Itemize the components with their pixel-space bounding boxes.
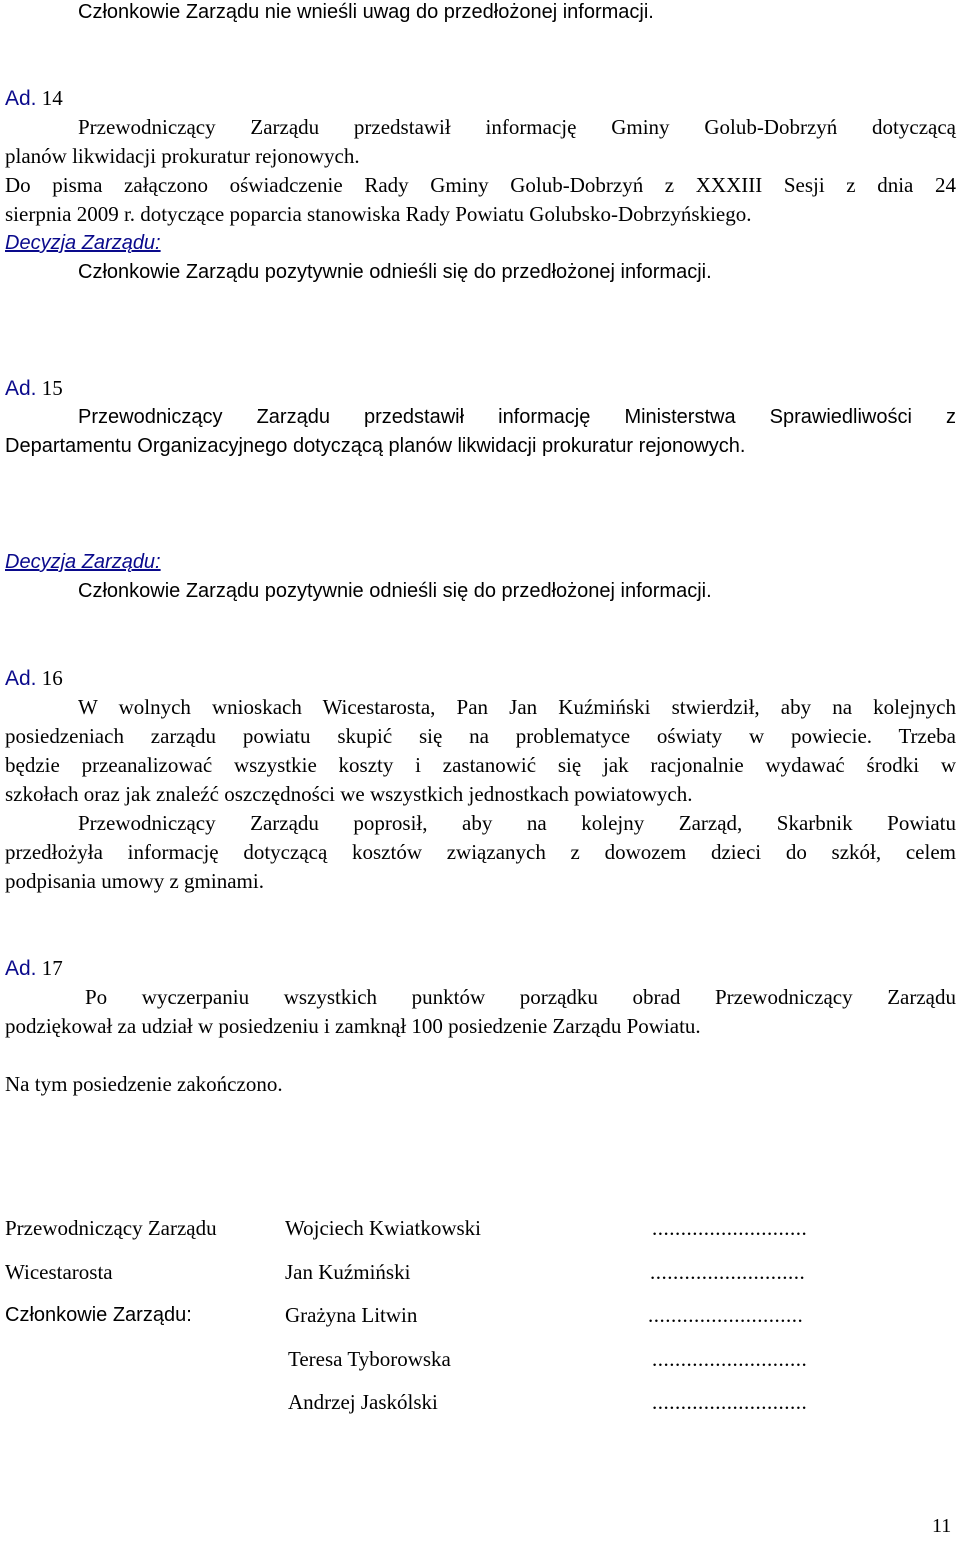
ad15-line-1: Przewodniczący Zarządu przedstawił informację Ministerstwa Sprawiedliwości z	[78, 406, 956, 428]
signature-line-5: ...........................	[652, 1390, 808, 1414]
signature-line-4: ...........................	[652, 1347, 808, 1371]
signature-name-3: Grażyna Litwin	[285, 1303, 418, 1327]
ad14-line-4: sierpnia 2009 r. dotyczące poparcia stanowiska Rady Powiatu Golubsko-Dobrzyńskiego.	[5, 202, 752, 226]
ad17-number: 17	[41, 956, 63, 980]
ad14-line-3: Do pisma załączono oświadczenie Rady Gminy Golub-Dobrzyń z XXXIII Sesji z dnia 24	[5, 173, 956, 197]
closing-statement: Na tym posiedzenie zakończono.	[5, 1072, 283, 1096]
ad14-ad-word: Ad.	[5, 87, 37, 110]
top-note: Członkowie Zarządu nie wnieśli uwag do przedłożonej informacji.	[78, 1, 654, 23]
ad16-line-5: Przewodniczący Zarządu poprosił, aby na kolejny Zarząd, Skarbnik Powiatu	[78, 811, 956, 835]
ad15-line-2: Departamentu Organizacyjnego dotyczącą planów likwidacji prokuratur rejonowych.	[5, 435, 746, 457]
page-number: 11	[932, 1515, 952, 1537]
signature-line-1: ...........................	[652, 1216, 808, 1240]
ad16-line-3: będzie przeanalizować wszystkie koszty i zastanowić się jak racjonalnie wydawać środki w	[5, 753, 956, 777]
ad16-ad-word: Ad.	[5, 667, 37, 690]
ad17-ad-word: Ad.	[5, 957, 37, 980]
ad15-decision-text: Członkowie Zarządu pozytywnie odnieśli się do przedłożonej informacji.	[78, 580, 712, 602]
signature-name-5: Andrzej Jaskólski	[288, 1390, 438, 1414]
signature-role-2: Wicestarosta	[5, 1260, 113, 1284]
ad15-ad-word: Ad.	[5, 377, 37, 400]
ad16-line-4: szkołach oraz jak znaleźć oszczędności we wszystkich jednostkach powiatowych.	[5, 782, 693, 806]
signature-name-1: Wojciech Kwiatkowski	[285, 1216, 482, 1240]
ad16-line-1: W wolnych wnioskach Wicestarosta, Pan Jan Kuźmiński stwierdził, aby na kolejnych	[78, 695, 956, 719]
ad16-heading	[5, 664, 63, 693]
ad14-decision-text: Członkowie Zarządu pozytywnie odnieśli się do przedłożonej informacji.	[78, 261, 712, 283]
ad14-heading	[5, 84, 63, 113]
signature-role-3: Członkowie Zarządu:	[5, 1304, 192, 1326]
ad16-line-6: przedłożyła informację dotyczącą kosztów związanych z dowozem dzieci do szkół, celem	[5, 840, 956, 864]
signature-line-3: ...........................	[648, 1303, 804, 1327]
ad14-decision-label: Decyzja Zarządu:	[5, 232, 161, 254]
signature-name-2: Jan Kuźmiński	[285, 1260, 411, 1284]
signature-role-1: Przewodniczący Zarządu	[5, 1216, 217, 1240]
ad16-number: 16	[41, 666, 63, 690]
ad17-heading	[5, 954, 63, 983]
signature-line-2: ...........................	[650, 1260, 806, 1284]
ad17-line-2: podziękował za udział w posiedzeniu i zamknął 100 posiedzenie Zarządu Powiatu.	[5, 1014, 701, 1038]
signature-name-4: Teresa Tyborowska	[288, 1347, 451, 1371]
ad16-line-2: posiedzeniach zarządu powiatu skupić się na problematyce oświaty w powiecie. Trzeba	[5, 724, 956, 748]
ad15-number: 15	[41, 376, 63, 400]
ad14-line-1: Przewodniczący Zarządu przedstawił informację Gminy Golub-Dobrzyń dotyczącą	[78, 115, 956, 139]
ad14-line-2: planów likwidacji prokuratur rejonowych.	[5, 144, 360, 168]
ad15-heading	[5, 374, 63, 403]
ad16-line-7: podpisania umowy z gminami.	[5, 869, 264, 893]
ad15-decision-label: Decyzja Zarządu:	[5, 551, 161, 573]
ad14-number: 14	[41, 86, 63, 110]
ad17-line-1: Po wyczerpaniu wszystkich punktów porządku obrad Przewodniczący Zarządu	[85, 985, 956, 1009]
